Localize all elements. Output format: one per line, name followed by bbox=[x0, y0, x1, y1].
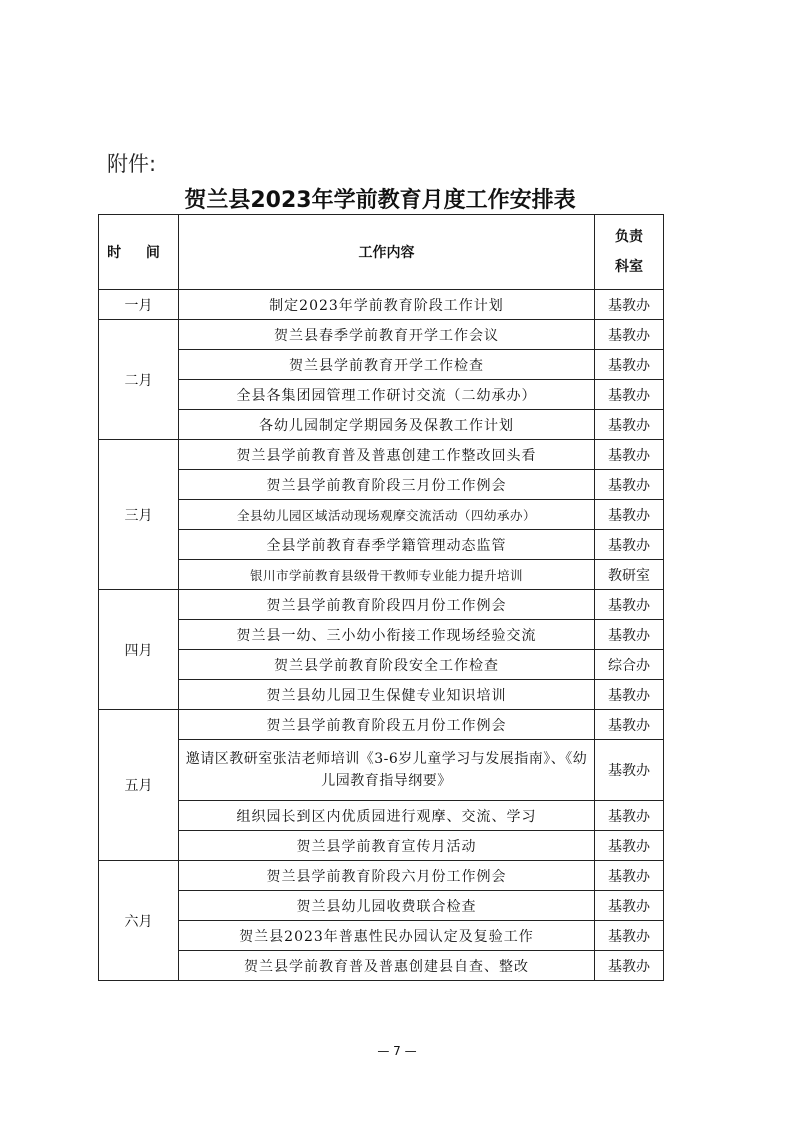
owner-cell: 基教办 bbox=[595, 831, 664, 861]
header-content: 工作内容 bbox=[179, 215, 595, 290]
task-cell: 全县各集团园管理工作研讨交流（二幼承办） bbox=[179, 380, 595, 410]
task-cell: 贺兰县学前教育阶段六月份工作例会 bbox=[179, 861, 595, 891]
month-cell-apr: 四月 bbox=[99, 590, 179, 710]
owner-cell: 基教办 bbox=[595, 891, 664, 921]
owner-cell: 基教办 bbox=[595, 921, 664, 951]
owner-cell: 基教办 bbox=[595, 710, 664, 740]
header-time: 时 间 bbox=[99, 215, 179, 290]
task-cell: 贺兰县学前教育普及普惠创建县自查、整改 bbox=[179, 951, 595, 981]
task-cell: 全县幼儿园区域活动现场观摩交流活动（四幼承办） bbox=[179, 500, 595, 530]
task-cell: 贺兰县学前教育阶段安全工作检查 bbox=[179, 650, 595, 680]
table-row bbox=[99, 530, 664, 560]
task-cell: 贺兰县学前教育阶段四月份工作例会 bbox=[179, 590, 595, 620]
owner-cell: 教研室 bbox=[595, 560, 664, 590]
task-cell: 各幼儿园制定学期园务及保教工作计划 bbox=[179, 410, 595, 440]
month-cell-may: 五月 bbox=[99, 710, 179, 861]
owner-cell: 基教办 bbox=[595, 590, 664, 620]
task-cell: 贺兰县幼儿园收费联合检查 bbox=[179, 891, 595, 921]
task-cell: 贺兰县学前教育宣传月活动 bbox=[179, 831, 595, 861]
task-cell: 银川市学前教育县级骨干教师专业能力提升培训 bbox=[179, 560, 595, 590]
table-row bbox=[99, 650, 664, 680]
table-row bbox=[99, 620, 664, 650]
owner-cell: 基教办 bbox=[595, 951, 664, 981]
table-row bbox=[99, 380, 664, 410]
table-row bbox=[99, 500, 664, 530]
attachment-label: 附件: bbox=[107, 152, 157, 176]
owner-cell: 基教办 bbox=[595, 500, 664, 530]
document-title: 贺兰县2023年学前教育月度工作安排表 bbox=[184, 188, 576, 213]
task-cell: 贺兰县学前教育开学工作检查 bbox=[179, 350, 595, 380]
table-row bbox=[99, 440, 664, 470]
header-owner-line1: 负责 bbox=[615, 229, 643, 245]
owner-cell: 基教办 bbox=[595, 380, 664, 410]
task-cell: 制定2023年学前教育阶段工作计划 bbox=[179, 290, 595, 320]
owner-cell: 基教办 bbox=[595, 290, 664, 320]
table-row bbox=[99, 861, 664, 891]
table-row bbox=[99, 831, 664, 861]
owner-cell: 综合办 bbox=[595, 650, 664, 680]
task-cell: 贺兰县学前教育普及普惠创建工作整改回头看 bbox=[179, 440, 595, 470]
header-owner bbox=[595, 215, 664, 290]
table-row bbox=[99, 320, 664, 350]
owner-cell: 基教办 bbox=[595, 680, 664, 710]
owner-cell: 基教办 bbox=[595, 861, 664, 891]
owner-cell: 基教办 bbox=[595, 470, 664, 500]
table-row bbox=[99, 951, 664, 981]
owner-cell: 基教办 bbox=[595, 320, 664, 350]
task-cell: 贺兰县春季学前教育开学工作会议 bbox=[179, 320, 595, 350]
month-cell-feb: 二月 bbox=[99, 320, 179, 440]
table-row bbox=[99, 590, 664, 620]
header-owner-line2: 科室 bbox=[615, 259, 643, 275]
owner-cell: 基教办 bbox=[595, 740, 664, 801]
task-cell: 全县学前教育春季学籍管理动态监管 bbox=[179, 530, 595, 560]
table-row bbox=[99, 560, 664, 590]
task-cell: 贺兰县幼儿园卫生保健专业知识培训 bbox=[179, 680, 595, 710]
month-cell-jun: 六月 bbox=[99, 861, 179, 981]
table-row bbox=[99, 710, 664, 740]
owner-cell: 基教办 bbox=[595, 530, 664, 560]
owner-cell: 基教办 bbox=[595, 410, 664, 440]
table-row bbox=[99, 801, 664, 831]
owner-cell: 基教办 bbox=[595, 440, 664, 470]
header-row bbox=[99, 215, 664, 290]
table-row bbox=[99, 410, 664, 440]
task-cell: 贺兰县2023年普惠性民办园认定及复验工作 bbox=[179, 921, 595, 951]
table-row bbox=[99, 350, 664, 380]
task-cell: 邀请区教研室张洁老师培训《3-6岁儿童学习与发展指南》、《幼儿园教育指导纲要》 bbox=[179, 740, 595, 801]
table-row bbox=[99, 891, 664, 921]
table-row bbox=[99, 470, 664, 500]
owner-cell: 基教办 bbox=[595, 620, 664, 650]
table-row bbox=[99, 680, 664, 710]
owner-cell: 基教办 bbox=[595, 801, 664, 831]
table-row bbox=[99, 740, 664, 801]
page-number: — 7 — bbox=[377, 1044, 417, 1058]
task-cell: 贺兰县学前教育阶段三月份工作例会 bbox=[179, 470, 595, 500]
month-cell-jan: 一月 bbox=[99, 290, 179, 320]
month-cell-mar: 三月 bbox=[99, 440, 179, 590]
task-cell: 贺兰县学前教育阶段五月份工作例会 bbox=[179, 710, 595, 740]
schedule-table bbox=[98, 214, 664, 981]
table-row bbox=[99, 290, 664, 320]
task-cell: 贺兰县一幼、三小幼小衔接工作现场经验交流 bbox=[179, 620, 595, 650]
owner-cell: 基教办 bbox=[595, 350, 664, 380]
table-row bbox=[99, 921, 664, 951]
task-cell: 组织园长到区内优质园进行观摩、交流、学习 bbox=[179, 801, 595, 831]
